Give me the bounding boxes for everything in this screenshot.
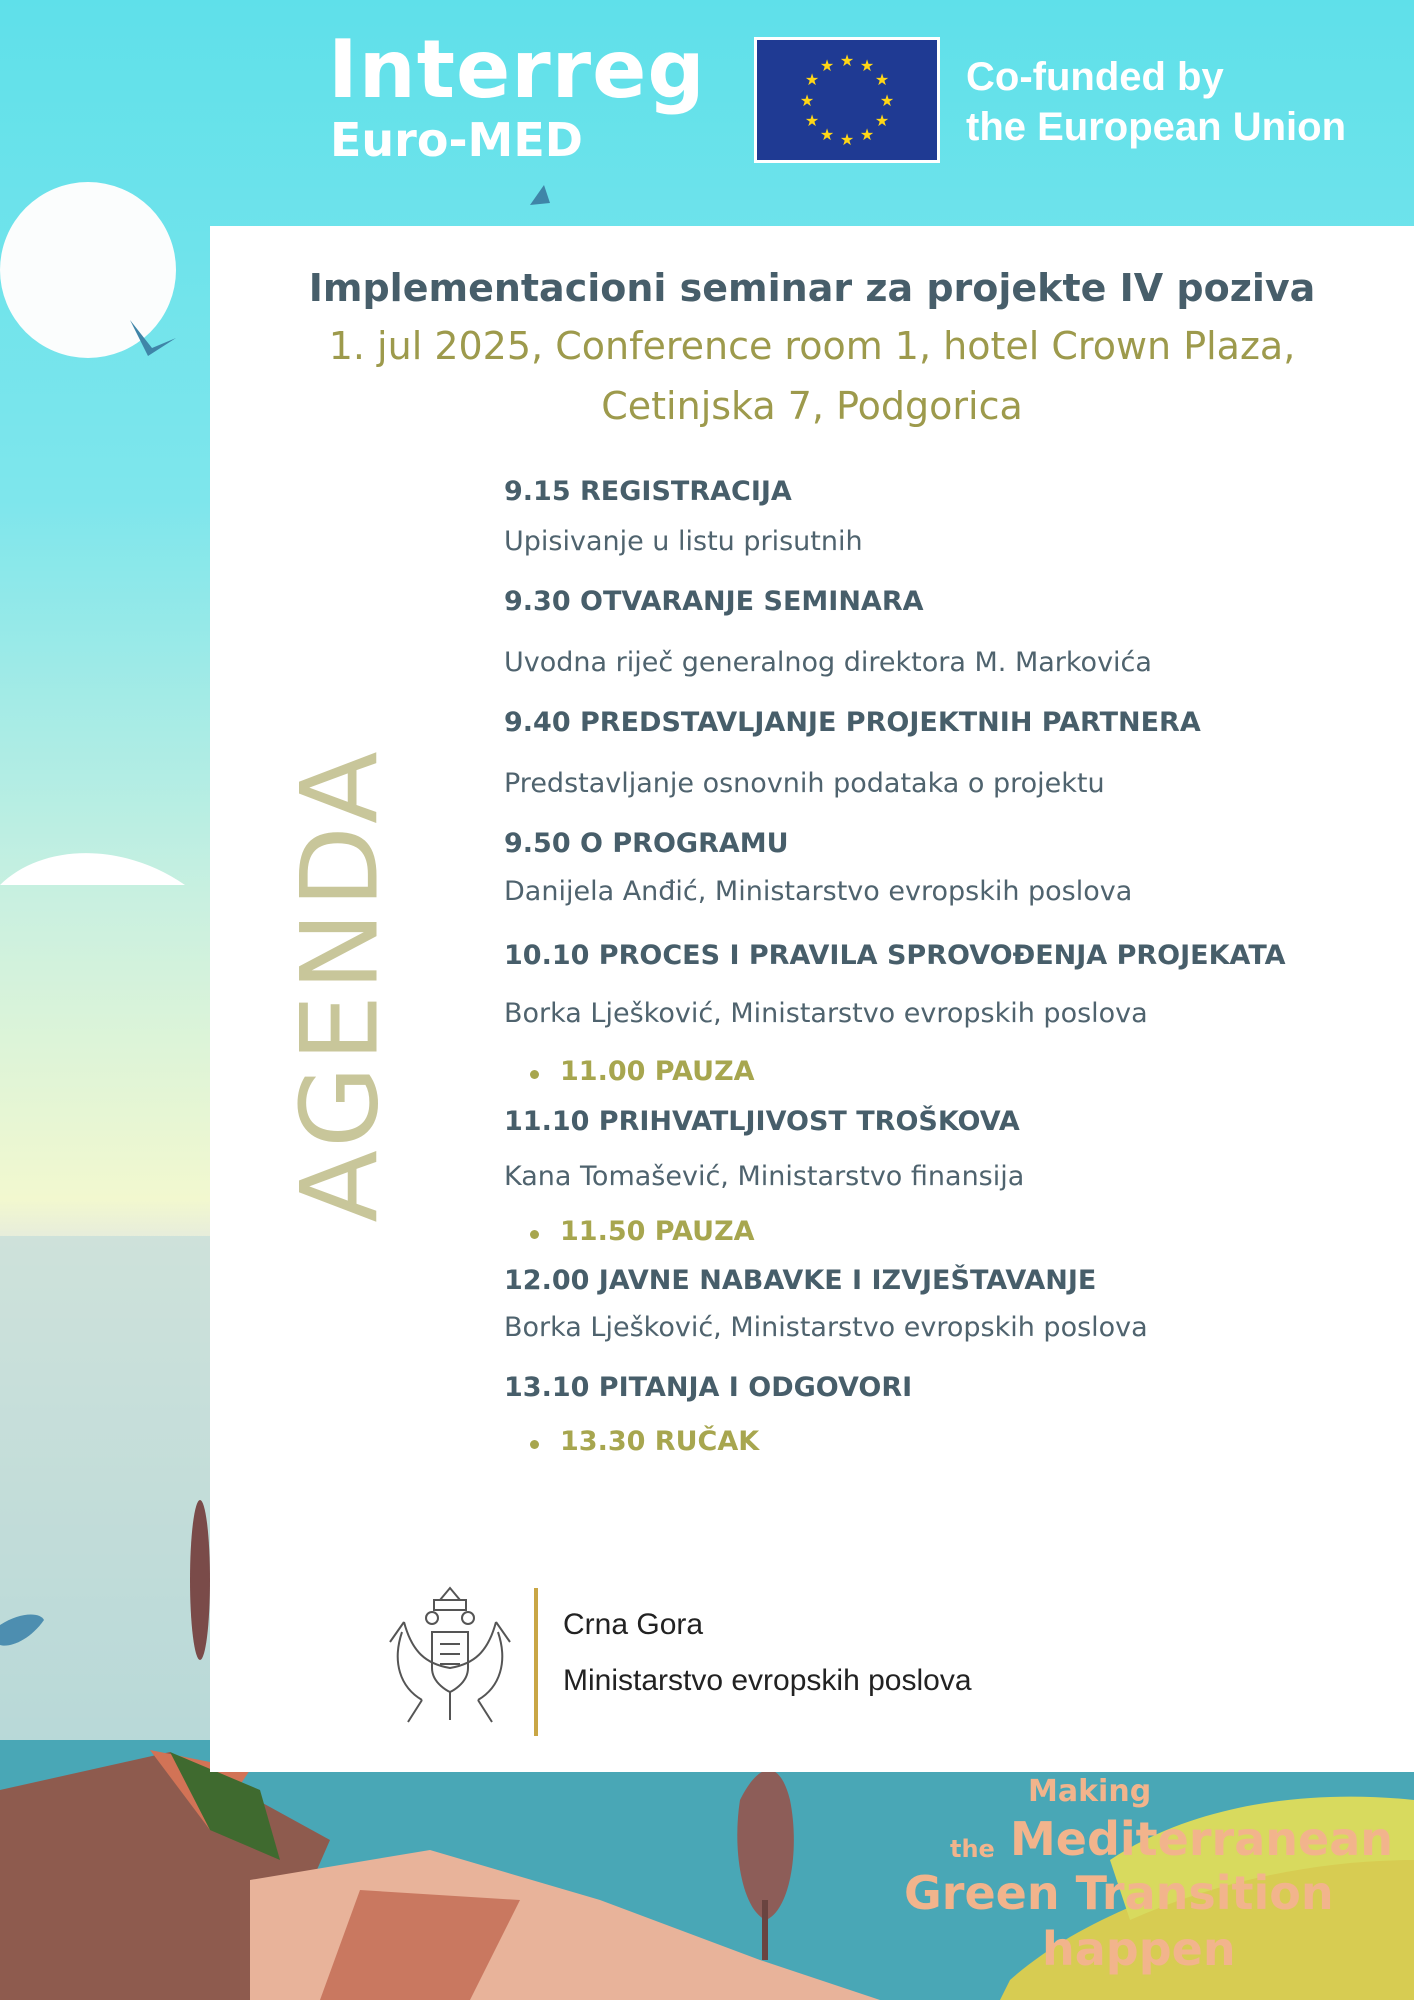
svg-text:★: ★ [874,70,890,89]
agenda-item-heading: 9.30 OTVARANJE SEMINARA [504,586,924,617]
svg-text:★: ★ [839,130,855,149]
agenda-item-detail: Uvodna riječ generalnog direktora M. Markovića [504,647,1152,678]
agenda-item-detail: Borka Lješković, Ministarstvo evropskih poslova [504,998,1148,1029]
agenda-item-heading: 9.15 REGISTRACIJA [504,476,792,507]
svg-text:★: ★ [879,91,895,110]
slogan-mediterranean: Mediterranean [1010,1812,1394,1866]
slogan-green-transition: Green Transition [904,1866,1334,1920]
agenda-item-detail: Borka Lješković, Ministarstvo evropskih poslova [504,1312,1148,1343]
agenda-item-heading: 13.10 PITANJA I ODGOVORI [504,1372,913,1403]
footer-divider [534,1588,538,1736]
agenda-break: 11.50 PAUZA [560,1216,755,1247]
agenda-item-heading: 9.40 PREDSTAVLJANJE PROJEKTNIH PARTNERA [504,707,1201,738]
eu-flag-icon [754,37,940,163]
footer-ministry: Ministarstvo evropskih poslova [563,1664,972,1697]
event-date-location: 1. jul 2025, Conference room 1, hotel Crown Plaza, [328,324,1296,368]
svg-text:★: ★ [874,111,890,130]
interreg-logo-subtitle: Euro-MED [330,113,583,167]
break-bullet-icon [530,1440,539,1449]
agenda-item-heading: 12.00 JAVNE NABAVKE I IZVJEŠTAVANJE [504,1265,1097,1296]
svg-text:★: ★ [819,125,835,144]
svg-text:★: ★ [804,111,820,130]
svg-text:★: ★ [839,51,855,70]
agenda-item-heading: 10.10 PROCES I PRAVILA SPROVOĐENJA PROJEKATA [504,940,1286,971]
agenda-item-detail: Danijela Anđić, Ministarstvo evropskih poslova [504,876,1133,907]
agenda-item-heading: 9.50 O PROGRAMU [504,828,789,859]
agenda-break: 11.00 PAUZA [560,1056,755,1087]
slogan-making: Making [1028,1774,1152,1809]
slogan-happen: happen [1042,1922,1236,1976]
svg-text:★: ★ [859,56,875,75]
footer-country: Crna Gora [563,1608,704,1641]
break-bullet-icon [530,1070,539,1079]
agenda-vertical-label: AGENDA [278,747,402,1223]
slogan-the: the [950,1835,995,1863]
coat-of-arms-icon [382,1582,518,1734]
agenda-break: 13.30 RUČAK [560,1426,760,1457]
event-address: Cetinjska 7, Podgorica [601,384,1023,428]
agenda-item-detail: Predstavljanje osnovnih podataka o projektu [504,768,1105,799]
svg-text:★: ★ [799,91,815,110]
event-title: Implementacioni seminar za projekte IV poziva [308,266,1316,310]
interreg-logo-title: Interreg [328,23,706,116]
cofunded-line-1: Co-funded by [966,55,1224,99]
agenda-item-detail: Kana Tomašević, Ministarstvo finansija [504,1161,1025,1192]
svg-text:★: ★ [804,70,820,89]
svg-text:★: ★ [819,56,835,75]
agenda-item-detail: Upisivanje u listu prisutnih [504,526,863,557]
cofunded-label [966,52,1346,152]
break-bullet-icon [530,1230,539,1239]
svg-text:★: ★ [859,125,875,144]
cofunded-line-2: the European Union [966,105,1346,149]
agenda-item-heading: 11.10 PRIHVATLJIVOST TROŠKOVA [504,1106,1020,1137]
